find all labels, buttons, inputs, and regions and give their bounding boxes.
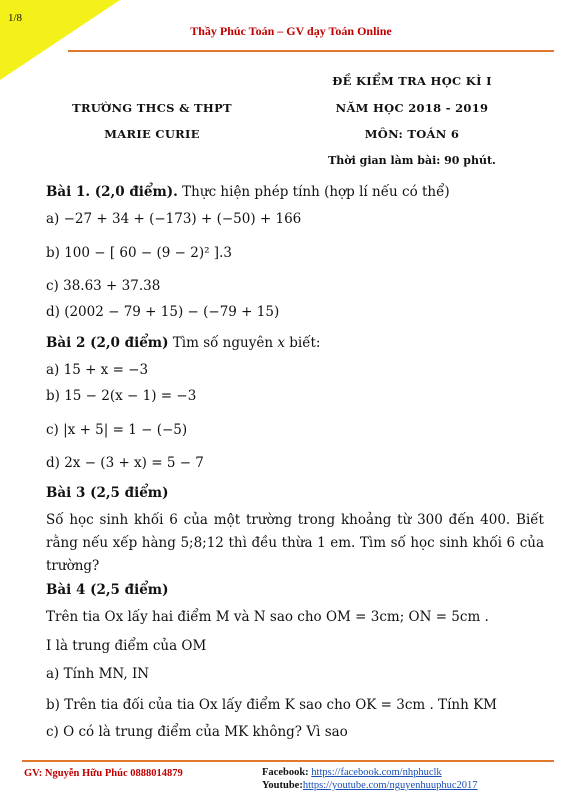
problem-2-prompt-pre: Tìm số nguyên — [168, 335, 278, 351]
exam-time: Thời gian làm bài: 90 phút. — [328, 154, 496, 167]
problem-1-heading: Bài 1. (2,0 điểm). — [46, 184, 178, 200]
problem-3-text: Số học sinh khối 6 của một trường trong khoảng từ 300 đến 400. Biết rằng nếu xếp hàng 5;8;12 thì đều thừa 1 em. Tìm số học sinh khối 6 của trường? — [46, 512, 544, 574]
problem-2-variable: x — [277, 335, 285, 351]
footer-links — [262, 766, 478, 792]
footer-author: GV: Nguyễn Hữu Phúc 0888014879 — [24, 768, 183, 779]
problem-4b: b) Trên tia đối của tia Ox lấy điểm K sao cho OK = 3cm . Tính KM — [46, 697, 497, 713]
exam-title: ĐỀ KIỂM TRA HỌC KÌ I — [332, 74, 492, 88]
youtube-link[interactable]: https://youtube.com/nguyenhuuphuc2017 — [302, 780, 478, 791]
problem-2a: a) 15 + x = −3 — [46, 362, 149, 378]
problem-1-prompt: Thực hiện phép tính (hợp lí nếu có thể) — [177, 184, 450, 200]
problem-2b: b) 15 − 2(x − 1) = −3 — [46, 388, 197, 404]
problem-4-intro: Trên tia Ox lấy hai điểm M và N sao cho OM = 3cm; ON = 5cm . — [46, 609, 489, 625]
footer-facebook-row — [262, 766, 478, 779]
problem-2d: d) 2x − (3 + x) = 5 − 7 — [46, 455, 204, 471]
problem-4c: c) O có là trung điểm của MK không? Vì sao — [46, 724, 348, 740]
problem-1c: c) 38.63 + 37.38 — [46, 278, 161, 294]
problem-4-heading: Bài 4 (2,5 điểm) — [46, 582, 169, 598]
problem-3-heading: Bài 3 (2,5 điểm) — [46, 485, 169, 501]
problem-4-midpoint: I là trung điểm của OM — [46, 638, 207, 654]
problem-1b: b) 100 − [ 60 − (9 − 2)² ].3 — [46, 245, 232, 261]
problem-4a: a) Tính MN, IN — [46, 666, 150, 682]
problem-4-line — [46, 580, 168, 600]
facebook-link[interactable]: https://facebook.com/nhphuclk — [311, 767, 442, 778]
youtube-label: Youtube: — [262, 780, 303, 791]
problem-1a: a) −27 + 34 + (−173) + (−50) + 166 — [46, 211, 302, 227]
problem-2c: c) |x + 5| = 1 − (−5) — [46, 422, 188, 438]
header-title: Thầy Phúc Toán – GV dạy Toán Online — [190, 24, 392, 38]
exam-subject: MÔN: TOÁN 6 — [364, 127, 460, 141]
problem-1-line — [46, 182, 450, 202]
page-number: 1/8 — [8, 12, 23, 24]
problem-3-line — [46, 483, 168, 503]
header-rule — [68, 50, 554, 52]
problem-2-heading: Bài 2 (2,0 điểm) — [46, 335, 169, 351]
school-name-line1: TRƯỜNG THCS & THPT — [72, 101, 232, 115]
school-name-line2: MARIE CURIE — [104, 127, 200, 141]
problem-1d: d) (2002 − 79 + 15) − (−79 + 15) — [46, 304, 280, 320]
footer-rule — [22, 760, 554, 762]
problem-2-prompt-post: biết: — [284, 335, 321, 351]
exam-year: NĂM HỌC 2018 - 2019 — [335, 101, 489, 115]
facebook-label: Facebook: — [262, 767, 312, 778]
problem-2-line — [46, 333, 320, 353]
footer-youtube-row — [262, 779, 478, 792]
